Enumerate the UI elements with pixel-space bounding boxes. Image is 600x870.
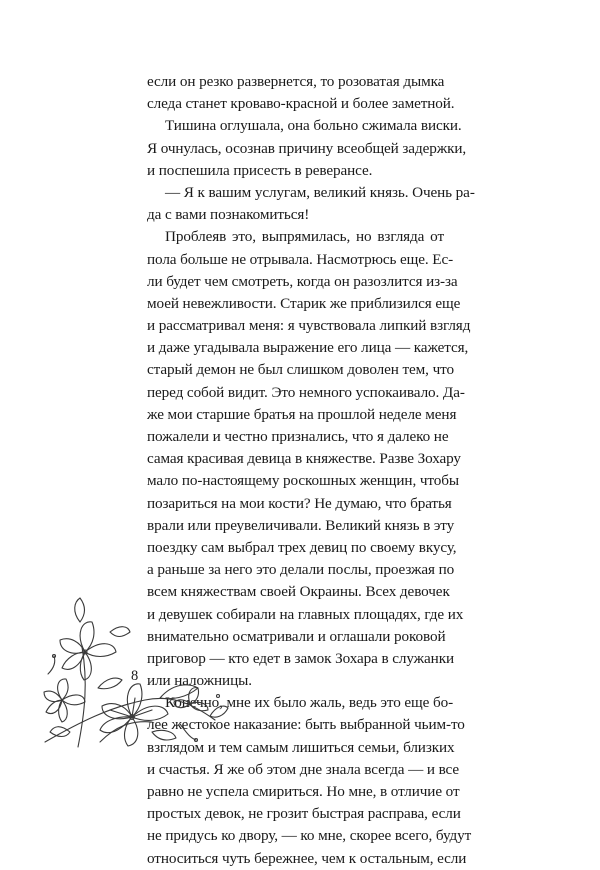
floral-ornament-icon (40, 592, 230, 750)
text-line: — Я к вашим услугам, великий князь. Очень ра- (165, 183, 475, 201)
text-line: Тишина оглушала, она больно сжимала виски. (165, 117, 462, 135)
text-line: пожалели и честно признались, что я далеко не (147, 428, 449, 445)
text-line: пола больше не отрывала. Насмотрюсь еще. Ес- (147, 250, 454, 268)
text-line: приговор — кто едет в замок Зохара в служанки (147, 649, 455, 667)
text-line: и счастья. Я же об этом дне знала всегда — и все (147, 760, 460, 778)
text-line: и рассматривал меня: я чувствовала липкий взгляд (147, 317, 471, 335)
text-line: если он резко развернется, то розоватая дымка (147, 73, 445, 90)
text-line: Конечно, мне их было жаль, ведь это еще бо- (165, 694, 454, 712)
text-line: лее жестокое наказание: быть выбранной чьим-то (147, 716, 465, 734)
text-line: и даже угадывала выражение его лица — кажется, (147, 339, 469, 357)
text-line: перед собой видит. Это немного успокаивало. Да- (147, 383, 465, 401)
text-line: не придусь ко двору, — ко мне, скорее всего, будут (147, 827, 472, 845)
text-line: старый демон не был слишком доволен тем, что (147, 361, 454, 379)
text-line: относиться чуть бережнее, чем к остальным, если (147, 849, 467, 867)
text-line: поездку сам выбрал трех девиц по своему вкусу, (147, 538, 457, 556)
text-line: самая красивая девица в княжестве. Разве Зохару (147, 450, 461, 468)
text-line: внимательно осматривали и оглашали роковой (147, 627, 446, 645)
page-number: 8 (131, 668, 139, 684)
text-line: равно не успела смириться. Но мне, в отличие от (147, 783, 460, 800)
text-line: а раньше за него это делали послы, проезжая по (147, 561, 455, 579)
text-line: взглядом и тем самым лишиться семьи, близких (147, 738, 455, 756)
text-line: позариться на мои кости? Не думаю, что братья (147, 494, 452, 512)
text-line: всем княжествам своей Окраины. Всех девочек (147, 583, 450, 601)
text-line: и девушек собирали на главных площадях, где их (147, 605, 464, 623)
text-line: да с вами познакомиться! (147, 206, 310, 224)
text-line: мало по-настоящему роскошных женщин, чтобы (147, 472, 459, 490)
text-line: моей невежливости. Старик же приблизился еще (147, 294, 461, 312)
text-line: или наложницы. (147, 672, 252, 690)
text-line: ли будет чем смотреть, когда он разозлится из-за (147, 272, 458, 290)
text-line: Я очнулась, осознав причину всеобщей задержки, (147, 139, 467, 157)
text-line: врали или преувеличивали. Великий князь в эту (147, 516, 455, 534)
text-line: простых девок, не грозит быстрая расправа, если (147, 805, 461, 823)
text-line: же мои старшие братья на прошлой неделе меня (147, 405, 457, 423)
text-line: и поспешила присесть в реверансе. (147, 161, 373, 179)
text-line: Проблеяв это, выпрямилась, но взгляда от (165, 228, 444, 246)
text-line: следа станет кроваво-красной и более заметной. (147, 95, 455, 113)
